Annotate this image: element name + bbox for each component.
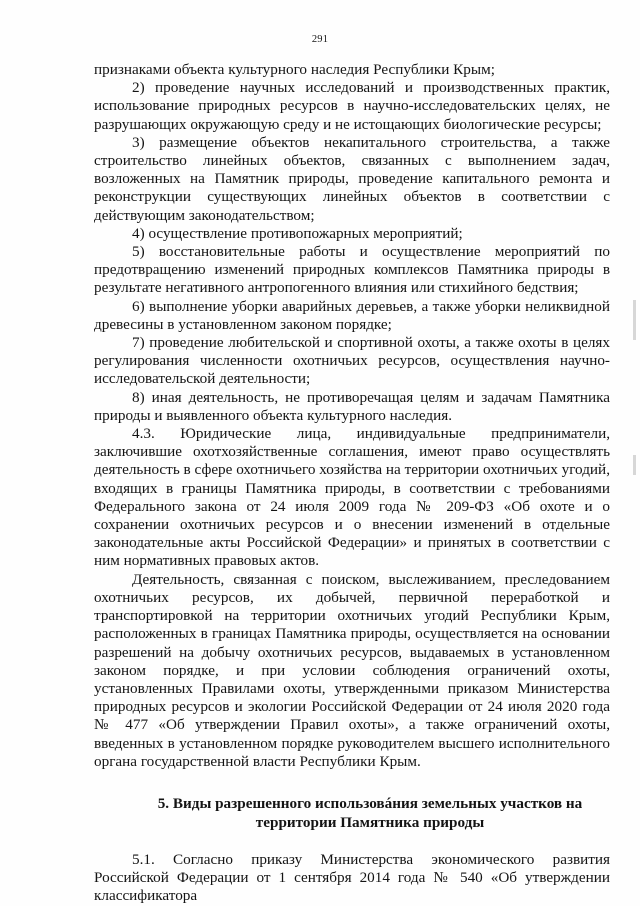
section-heading-line-2: территории Памятника природы — [255, 813, 485, 831]
scan-edge-mark — [633, 455, 636, 475]
list-item-5: 5) восстановительные работы и осуществление мероприятий по предотвращению изменений природных комплексов Памятника природы в результате негативного антропогенного влияния или стихийного бедствия; — [94, 243, 610, 297]
section-heading-line-1: 5. Виды разрешенного использовáния земельных участков на — [157, 794, 583, 812]
clause-4-3: 4.3. Юридические лица, индивидуальные предприниматели, заключившие охотхозяйственные соглашения, имеют право осуществлять деятельность в сфере охотничьего хозяйства на территории охотничьих угодий, входящих в границы Памятника природы, в соответствии с требованиями Федерального закона от 24 июля 2009 года № 209-ФЗ «Об охоте и о сохранении охотничьих ресурсов и о внесении изменений в отдельные законодательные акты Российской Федерации» и принятых в соответствии с ним нормативных правовых актов. — [94, 425, 610, 570]
list-item-2: 2) проведение научных исследований и производственных практик, использование природных ресурсов в научно-исследовательских целях, не разрушающих окружающую среду и не истощающих биологические ресурсы; — [94, 79, 610, 133]
list-item-6: 6) выполнение уборки аварийных деревьев, а также уборки неликвидной древесины в установленном законом порядке; — [94, 297, 610, 333]
clause-5-1: 5.1. Согласно приказу Министерства экономического развития Российской Федерации от 1 сентября 2014 года № 540 «Об утверждении классификатора — [94, 850, 610, 905]
list-item-4: 4) осуществление противопожарных мероприятий; — [132, 224, 463, 242]
list-item-7: 7) проведение любительской и спортивной охоты, а также охоты в целях регулирования численности охотничьих ресурсов, осуществления научно-исследовательской деятельности; — [94, 334, 610, 388]
scan-edge-mark — [633, 300, 636, 340]
list-item-8: 8) иная деятельность, не противоречащая целям и задачам Памятника природы и выявленного объекта культурного наследия. — [94, 388, 610, 424]
hunting-activity-paragraph: Деятельность, связанная с поиском, выслеживанием, преследованием охотничьих ресурсов, их добычей, первичной переработкой и транспортировкой на территории охотничьих угодий Республики Крым, расположенных в границах Памятника природы, осуществляется на основании разрешений на добычу охотничьих ресурсов, выдаваемых в установленном законом порядке, и при условии соблюдения ограничений охоты, установленных Правилами охоты, утвержденными приказом Министерства природных ресурсов и экологии Российской Федерации от 24 июля 2020 года № 477 «Об утверждении Правил охоты», а также ограничений охоты, введенных в установленном порядке руководителем высшего исполнительного органа государственной власти Республики Крым. — [94, 570, 610, 770]
document-body — [94, 61, 610, 906]
section-heading — [94, 794, 610, 832]
list-item-3: 3) размещение объектов некапитального строительства, а также строительство линейных объектов, связанных с выполнением задач, возложенных на Памятник природы, проведение капитального ремонта и реконструкции существующих линейных объектов в соответствии с действующим законодательством; — [94, 133, 610, 224]
page-number: 291 — [311, 34, 329, 45]
paragraph-continuation: признаками объекта культурного наследия Республики Крым; — [94, 61, 495, 78]
